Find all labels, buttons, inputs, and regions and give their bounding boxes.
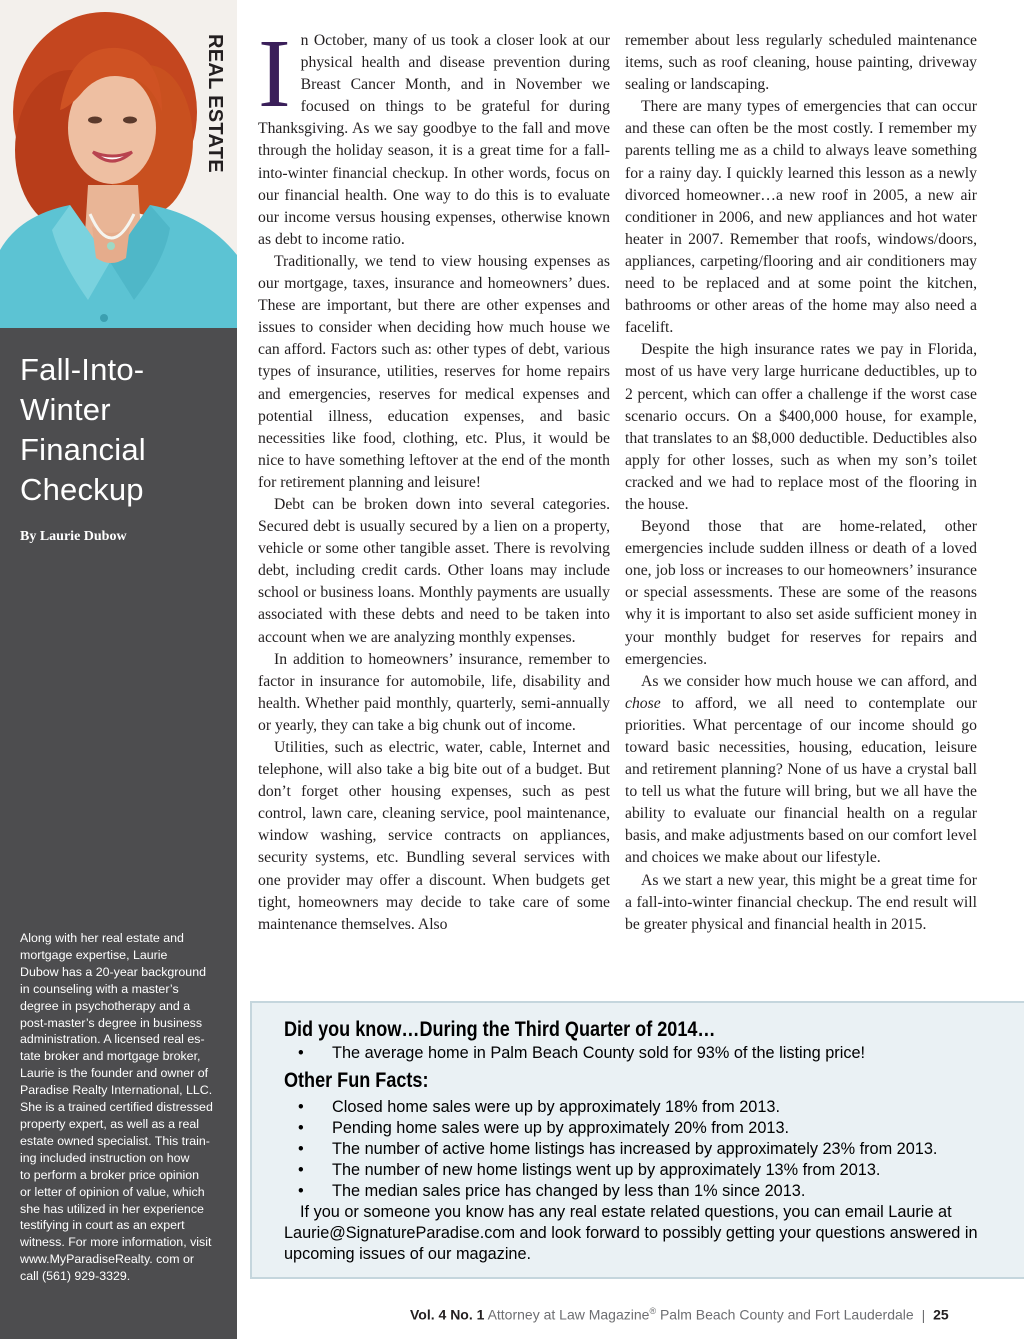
article-paragraph: There are many types of emergencies that can occur and these can often be the most costly. I remember my parents telling me as a child to always leave something for a rainy day. I quickly learned this lesson as a newly divorced homeowner…a new roof in 2005, a new air conditioner in 2006, and new appliances and hot water heater in 2007. Remember that roofs, windows/doors, appliances, carpeting/flooring and air conditioners may need to be replaced and at some point the kitchen, bathrooms or other areas of the home may also need a facelift. [625, 98, 977, 337]
facts-closing-text: If you or someone you know has any real estate related questions, you can email Laurie at Laurie@SignatureParadise.com and look forward to possibly getting your questions answered in upcoming issues of our magazine. [284, 1203, 978, 1263]
article-paragraph: Despite the high insurance rates we pay in Florida, most of us have very large hurricane deductibles, up to 2 percent, which can offer a challenge if the worst case scenario occurs. On a $400,000 house, for example, that translates to an $8,000 deductible. Deductibles also apply for other losses, such as when my son’s toilet cracked and we had to replace most of the flooring in the house. [625, 341, 977, 513]
bio-line: estate owned specialist. This train- [20, 1133, 210, 1148]
bio-line: ing included instruction on how [20, 1150, 190, 1165]
emphasis-text: chose [625, 694, 661, 712]
bio-line: tate broker and mortgage broker, [20, 1049, 201, 1064]
page-footer [410, 1306, 949, 1323]
fact-item [284, 1139, 984, 1160]
article-paragraph: Beyond those that are home-related, other emergencies include sudden illness or death of a loved one, job loss or increases to our homeowners’ insurance or special assessments. These are some of the reasons why it is important to also set aside sufficient money in your monthly budget for reserves for repairs and emergencies. [625, 518, 977, 668]
title-line: Checkup [20, 472, 144, 507]
article-paragraph: Traditionally, we tend to view housing expenses as our mortgage, taxes, insurance and homeowners’ dues. These are important, but there are other expenses and issues to consider when deciding how much house we can afford. Factors such as: other types of debt, various types of insurance, utilities, reserves for home repairs and emergencies, reserves for medical expenses and potential illness, education expenses, and basic necessities like food, clothing, etc. Plus, it would be nice to have something leftover at the end of the month for retirement planning and leisure! [258, 252, 610, 491]
bio-line: mortgage expertise, Laurie [20, 947, 168, 962]
fact-item [284, 1118, 984, 1139]
fun-facts-content [284, 1017, 984, 1265]
bio-line: degree in psychotherapy and a [20, 998, 191, 1013]
section-tag [204, 34, 230, 173]
drop-cap: I [258, 20, 291, 128]
section-label: REAL ESTATE [204, 34, 226, 173]
fact-text: The median sales price has changed by less than 1% since 2013. [332, 1182, 806, 1200]
fact-text: The number of active home listings has increased by approximately 23% from 2013. [332, 1140, 938, 1158]
article-column-1 [258, 20, 610, 936]
bio-line: in counseling with a master’s [20, 981, 179, 996]
footer-region: Palm Beach County and Fort Lauderdale [659, 1306, 914, 1323]
footer-volume: Vol. 4 No. 1 [410, 1306, 485, 1323]
author-sidebar [0, 0, 237, 1339]
bio-line: Along with her real estate and [20, 931, 184, 945]
bio-line: She is a trained certified distressed [20, 1100, 213, 1115]
author-byline: By Laurie Dubow [20, 529, 127, 544]
bio-line: post-master’s degree in business [20, 1015, 203, 1030]
quarter-fact-list [284, 1043, 984, 1064]
article-paragraph: remember about less regularly scheduled maintenance items, such as roof cleaning, house painting, driveway sealing or landscaping. [625, 32, 977, 94]
paragraph-text: As we consider how much house we can afford, and [641, 672, 977, 690]
bio-line: www.MyParadiseRealty. com or [20, 1252, 194, 1267]
bullet-icon: • [298, 1140, 304, 1158]
other-fact-list [284, 1097, 984, 1202]
footer-separator: | [921, 1306, 926, 1323]
facts-heading-did-you-know: Did you know…During the Third Quarter of 2014… [284, 1018, 716, 1041]
fact-text: Pending home sales were up by approximately 20% from 2013. [332, 1119, 790, 1137]
fact-text: The average home in Palm Beach County sold for 93% of the listing price! [332, 1044, 866, 1062]
bullet-icon: • [298, 1098, 304, 1116]
registered-mark: ® [649, 1306, 657, 1316]
page-number: 25 [933, 1306, 949, 1323]
fact-item [284, 1181, 984, 1202]
footer-magazine: Attorney at Law Magazine [487, 1306, 650, 1323]
article-title [20, 350, 230, 510]
bio-line: Dubow has a 20-year background [20, 964, 206, 979]
bullet-icon: • [298, 1161, 304, 1179]
title-line: Fall-Into- [20, 352, 145, 387]
fact-text: Closed home sales were up by approximately 18% from 2013. [332, 1098, 780, 1116]
fact-item [284, 1097, 984, 1118]
fact-item [284, 1160, 984, 1181]
article-paragraph: Utilities, such as electric, water, cable, Internet and telephone, will also take a big bite out of a budget. But don’t forget other housing expenses, such as pest control, lawn care, cleaning service, pool maintenance, window washing, service contracts on appliances, security systems, etc. Bundling several services with one provider may offer a discount. When budgets get tight, homeowners may decide to take care of some maintenance themselves. Also [258, 739, 610, 933]
bullet-icon: • [298, 1044, 304, 1062]
bullet-icon: • [298, 1182, 304, 1200]
bio-line: testifying in court as an expert [20, 1218, 185, 1233]
title-line: Winter [20, 392, 111, 427]
title-line: Financial [20, 432, 146, 467]
article-column-2 [625, 30, 977, 936]
bio-line: property expert, as well as a real [20, 1116, 200, 1131]
article-paragraph [258, 20, 610, 251]
fact-item [284, 1043, 984, 1064]
author-photo [0, 0, 237, 328]
bullet-icon: • [298, 1119, 304, 1137]
article-paragraph [625, 671, 977, 870]
fact-text: The number of new home listings went up by approximately 13% from 2013. [332, 1161, 881, 1179]
author-bio [20, 930, 228, 1285]
article-paragraph: As we start a new year, this might be a great time for a fall-into-winter financial checkup. The end result will be greater physical and financial health in 2015. [625, 871, 977, 933]
bio-line: administration. A licensed real es- [20, 1032, 205, 1047]
fun-facts-box [250, 1001, 1024, 1279]
article-paragraph: In addition to homeowners’ insurance, remember to factor in insurance for automobile, life, disability and health. Whether paid monthly, quarterly, semi-annually or yearly, they can take a big chunk out of income. [258, 650, 610, 734]
bio-line: Paradise Realty International, LLC. [20, 1083, 213, 1098]
bio-line: call (561) 929-3329. [20, 1269, 131, 1284]
bio-line: witness. For more information, visit [20, 1235, 212, 1250]
bio-line: she has utilized in her experience [20, 1201, 204, 1216]
article-paragraph: Debt can be broken down into several categories. Secured debt is usually secured by a lien on a property, vehicle or some other tangible asset. There is revolving debt, including credit cards. Other loans may include school or business loans. Monthly payments are usually associated with these debts and need to be taken into account when we are analyzing monthly expenses. [258, 495, 610, 646]
facts-heading-other: Other Fun Facts: [284, 1069, 429, 1092]
bio-line: Laurie is the founder and owner of [20, 1066, 209, 1081]
bio-line: to perform a broker price opinion [20, 1167, 200, 1182]
paragraph-text: n October, many of us took a closer look at our physical health and disease prevention during Breast Cancer Month, and in November we focused on things to be grateful for during Thanksgiving. As we say goodbye to the fall and move through the holiday season, it is a great time for a fall-into-winter financial checkup. In other words, focus on our financial health. One way to do this is to evaluate our income versus housing expenses, otherwise known as debt to income ratio. [258, 32, 610, 248]
author-portrait-illustration [0, 0, 237, 328]
bio-line: or letter of opinion of value, which [20, 1184, 205, 1199]
paragraph-text: to afford, we all need to contemplate our priorities. What percentage of our income should go toward basic necessities, housing, education, leisure and retirement planning? None of us have a crystal ball to tell us what the future will bring, but we all have the ability to evaluate our financial health on a regular basis, and make adjustments based on our comfort level and choices we make about our lifestyle. [625, 694, 977, 867]
